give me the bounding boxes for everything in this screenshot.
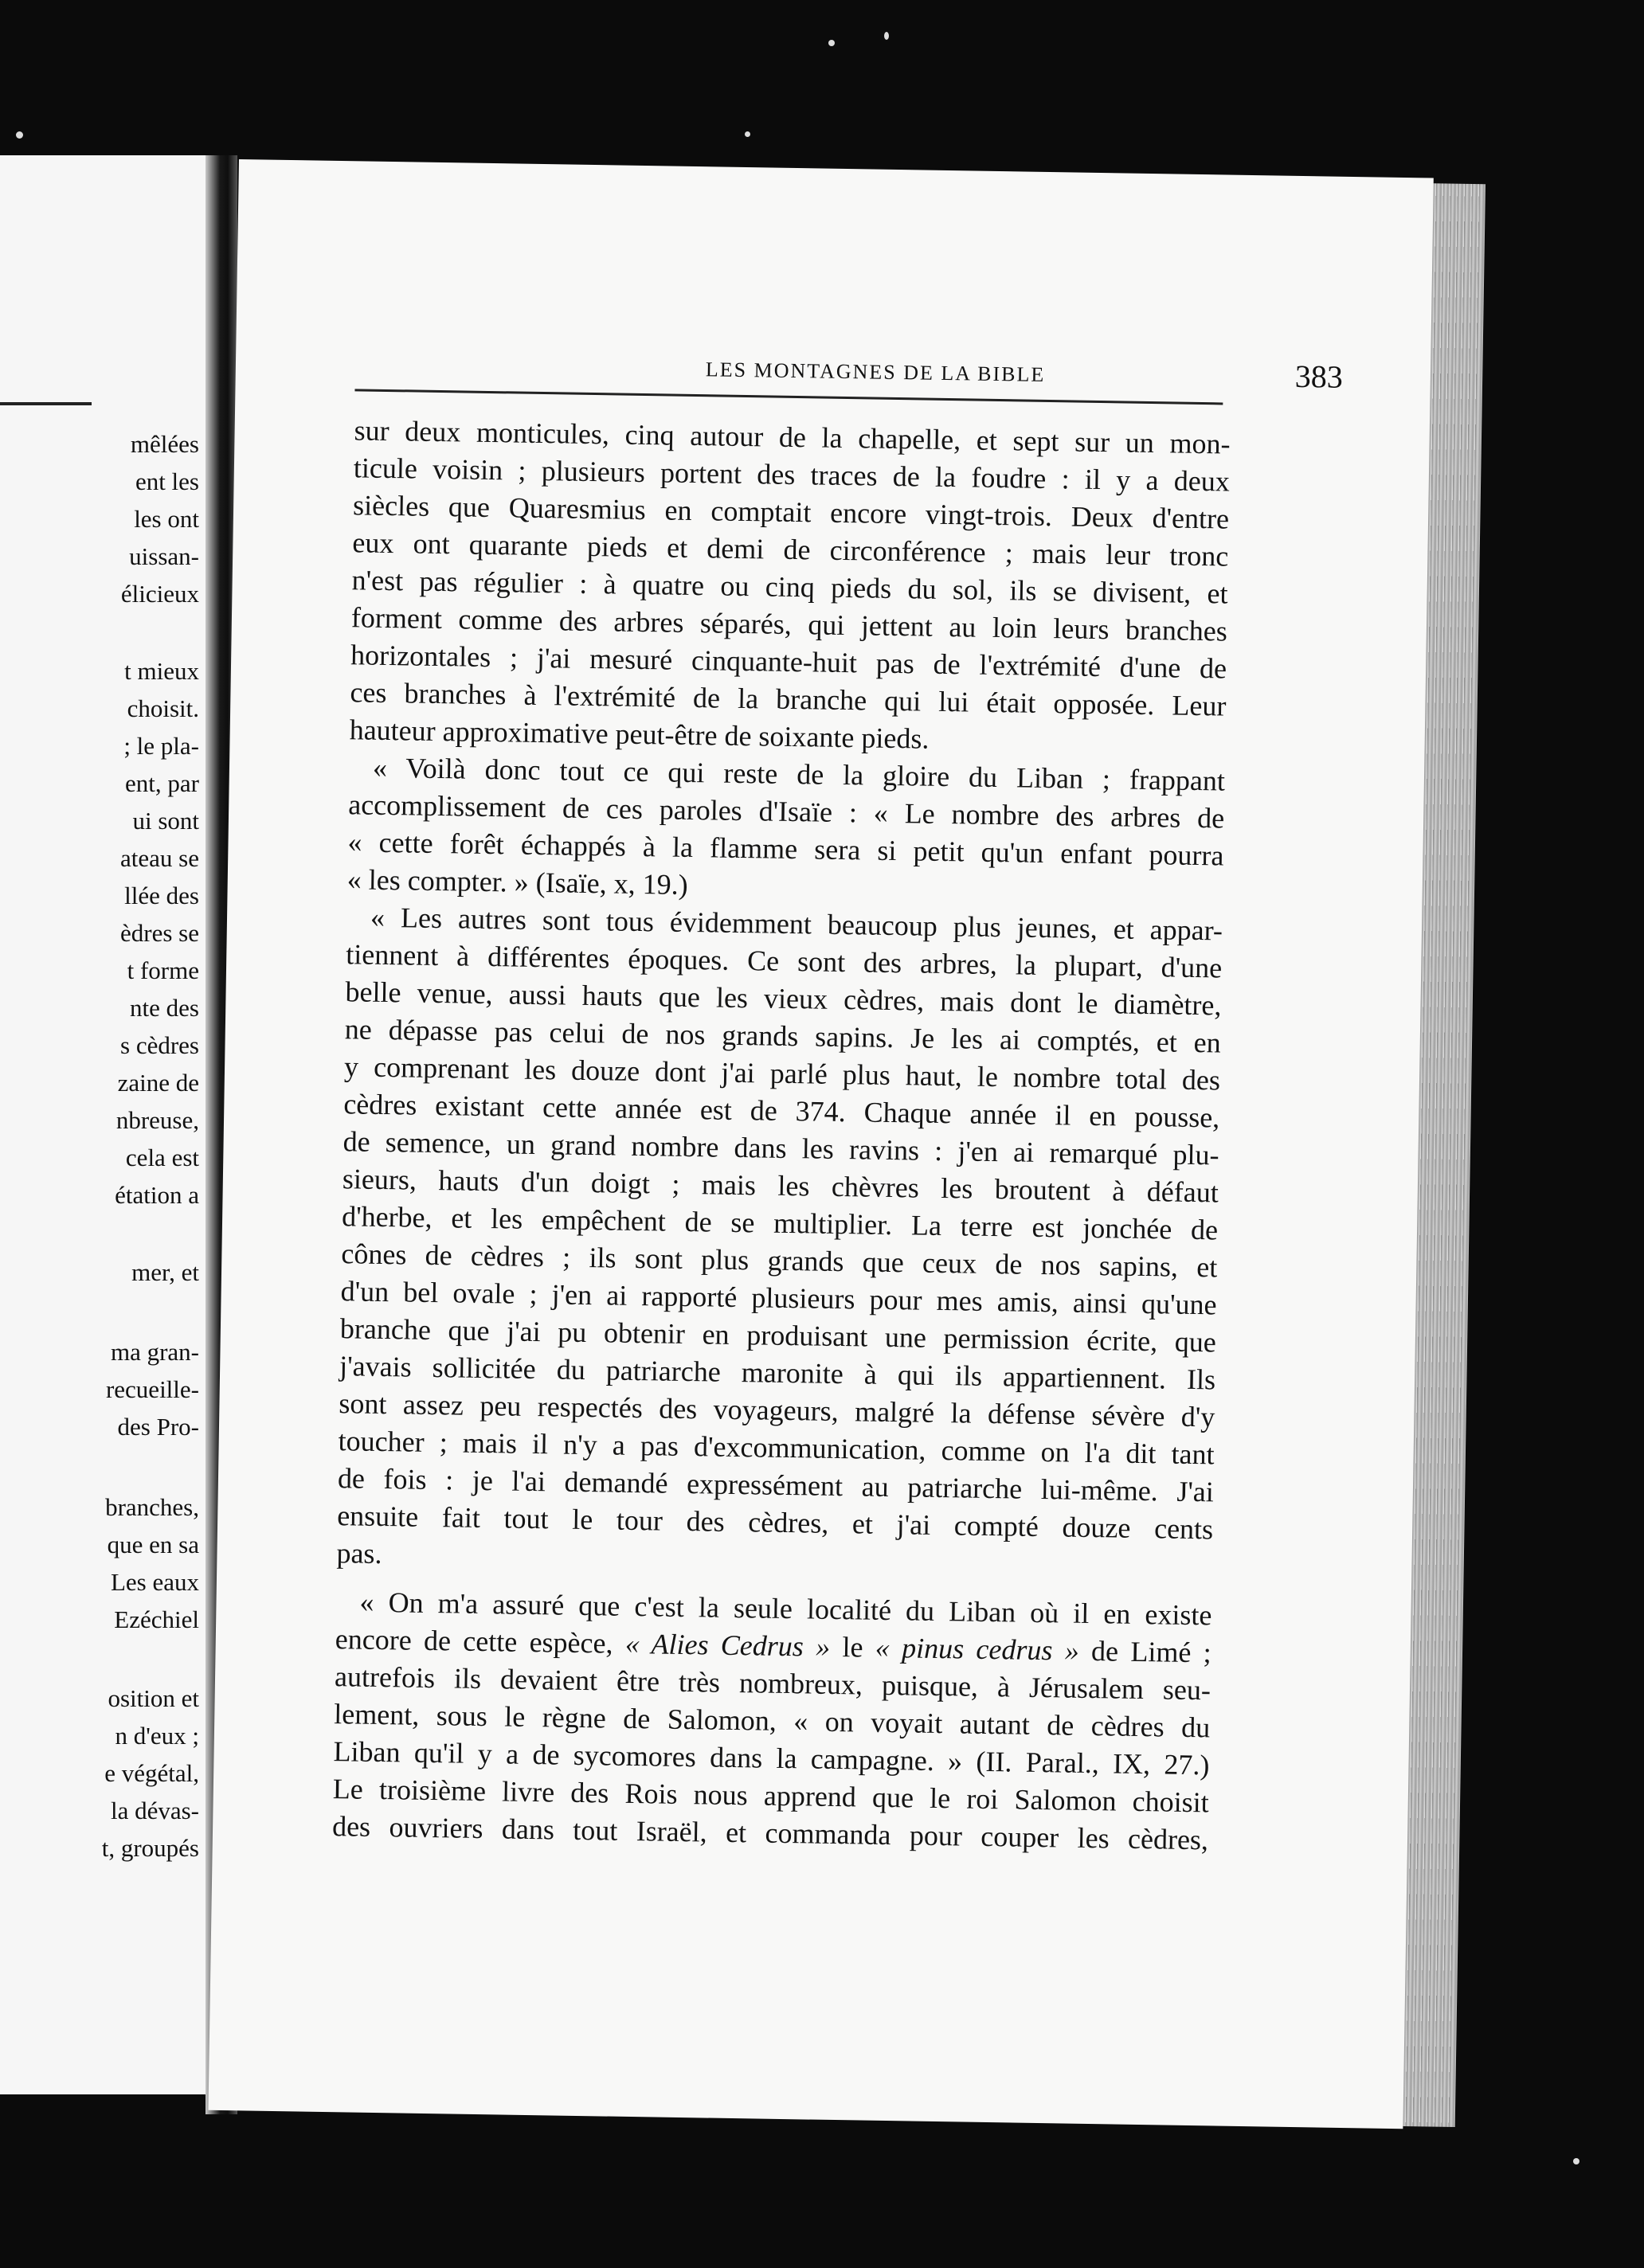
text-line: ces branches à l'extrémité de la branche qui lui était opposée. Leur xyxy=(350,676,1227,722)
text-line: ne dépasse pas celui de nos grands sapins. Je les ai comptés, et en xyxy=(344,1013,1222,1059)
text-line: d'herbe, et les empêchent de se multiplier. La terre est jonchée de xyxy=(341,1200,1219,1246)
text-line: sont assez peu respectés des voyageurs, malgré la défense sévère d'y xyxy=(339,1387,1215,1433)
previous-page-line: étation a xyxy=(115,1181,199,1209)
previous-page-line: Les eaux xyxy=(110,1568,199,1596)
page-number: 383 xyxy=(1294,358,1344,395)
previous-page-line: cela est xyxy=(125,1144,199,1171)
previous-page-line: llée des xyxy=(124,882,199,909)
previous-page-line: ui sont xyxy=(132,807,199,835)
previous-page-fragment xyxy=(0,155,223,2094)
previous-page-line: mêlées xyxy=(130,430,199,458)
previous-page-line: branches, xyxy=(105,1493,199,1521)
previous-page-line: n d'eux ; xyxy=(115,1722,199,1750)
previous-page-line: nbreuse, xyxy=(115,1106,199,1134)
text-line: j'avais sollicitée du patriarche maronite à qui ils appartiennent. Ils xyxy=(339,1350,1216,1396)
text-segment: le xyxy=(829,1630,876,1664)
previous-page-line: ma gran- xyxy=(110,1338,199,1366)
text-line: tiennent à différentes époques. Ce sont des arbres, la plupart, d'une xyxy=(346,938,1223,984)
previous-page-line: Ezéchiel xyxy=(114,1605,199,1633)
text-line: de fois : je l'ai demandé expressément au patriarche lui-même. J'ai xyxy=(337,1462,1215,1508)
previous-page-line: nte des xyxy=(130,994,199,1022)
text-line: sur deux monticules, cinq autour de la chapelle, et sept sur un mon- xyxy=(354,414,1231,460)
text-line: forment comme des arbres séparés, qui jettent au loin leurs branches xyxy=(350,601,1228,647)
previous-page-line: recueille- xyxy=(105,1375,199,1403)
text-line: « cette forêt échappés à la flamme sera si petit qu'un enfant pourra xyxy=(347,826,1224,872)
dust-speck xyxy=(828,40,835,46)
previous-page-line: choisit. xyxy=(127,694,199,722)
text-line: accomplissement de ces paroles d'Isaïe : « Le nombre des arbres de xyxy=(347,788,1225,835)
text-line: sieurs, hauts d'un doigt ; mais les chèvres les broutent à défaut xyxy=(342,1163,1219,1209)
text-line: cèdres existant cette année est de 374. Chaque année il en pousse, xyxy=(343,1088,1220,1134)
text-segment: encore de cette espèce, xyxy=(335,1623,626,1660)
running-title: LES MONTAGNES DE LA BIBLE xyxy=(705,358,1046,386)
text-line: toucher ; mais il n'y a pas d'excommunication, comme on l'a dit tant xyxy=(338,1425,1215,1471)
previous-page-rule xyxy=(0,402,92,405)
previous-page-line: la dévas- xyxy=(110,1797,199,1824)
previous-page-line: zaine de xyxy=(117,1069,199,1097)
header-rule xyxy=(354,389,1223,405)
previous-page-line: élicieux xyxy=(120,580,199,608)
previous-page-line: t mieux xyxy=(124,657,199,685)
previous-page-line: ateau se xyxy=(120,844,199,872)
text-segment: de Limé ; xyxy=(1078,1634,1212,1669)
previous-page-line: ; le pla- xyxy=(123,732,199,760)
text-line: y comprenant les douze dont j'ai parlé plus haut, le nombre total des xyxy=(343,1050,1221,1097)
previous-page-line: s cèdres xyxy=(120,1031,199,1059)
dust-speck xyxy=(884,32,889,40)
text-line: autrefois ils devaient être très nombreux, puisque, à Jérusalem seu- xyxy=(334,1660,1211,1707)
text-line: « les compter. » (Isaïe, x, 19.) xyxy=(346,863,688,901)
dust-speck xyxy=(745,131,750,137)
text-line: branche que j'ai pu obtenir en produisant une permission écrite, que xyxy=(339,1312,1217,1359)
page-header xyxy=(354,334,1343,413)
text-line: siècles que Quaresmius en comptait encore vingt-trois. Deux d'entre xyxy=(352,489,1230,535)
previous-page-line: des Pro- xyxy=(117,1413,199,1441)
previous-page-line: e végétal, xyxy=(104,1759,199,1787)
text-line: n'est pas régulier : à quatre ou cinq pieds du sol, ils se divisent, et xyxy=(351,564,1228,610)
previous-page-line: uissan- xyxy=(129,542,199,570)
text-line: pas. xyxy=(336,1537,382,1570)
dust-speck xyxy=(1573,2158,1579,2164)
text-line: eux ont quarante pieds et demi de circonférence ; mais leur tronc xyxy=(352,526,1229,573)
text-line: Le troisième livre des Rois nous apprend que le roi Salomon choisit xyxy=(332,1773,1210,1819)
previous-page-line: èdres se xyxy=(120,919,199,947)
text-line: des ouvriers dans tout Israël, et commanda pour couper les cèdres, xyxy=(331,1810,1209,1856)
previous-page-line: ent les xyxy=(135,467,199,495)
previous-page-line: mer, et xyxy=(131,1258,199,1286)
text-line: « On m'a assuré que c'est la seule localité du Liban où il en existe xyxy=(359,1586,1212,1632)
book-page xyxy=(209,159,1434,2129)
text-line: hauteur approximative peut-être de soixante pieds. xyxy=(349,714,930,755)
text-line: de semence, un grand nombre dans les ravins : j'en ai remarqué plu- xyxy=(342,1125,1219,1171)
text-line: belle venue, aussi hauts que les vieux cèdres, mais dont le diamètre, xyxy=(345,976,1222,1022)
italic-term: « pinus cedrus » xyxy=(875,1631,1080,1667)
dust-speck xyxy=(16,131,23,139)
previous-page-line: que en sa xyxy=(107,1531,199,1558)
text-line: lement, sous le règne de Salomon, « on voyait autant de cèdres du xyxy=(334,1698,1211,1744)
text-line: ticule voisin ; plusieurs portent des traces de la foudre : il y a deux xyxy=(353,452,1231,498)
previous-page-line: t, groupés xyxy=(101,1834,199,1862)
text-line: ensuite fait tout le tour des cèdres, et j'ai compté douze cents xyxy=(336,1500,1214,1546)
text-line: « Les autres sont tous évidemment beaucoup plus jeunes, et appar- xyxy=(370,901,1223,947)
previous-page-line: t forme xyxy=(127,956,199,984)
text-line: cônes de cèdres ; ils sont plus grands que ceux de nos sapins, et xyxy=(341,1238,1218,1284)
previous-page-line: osition et xyxy=(108,1684,199,1712)
previous-page-line: ent, par xyxy=(125,769,199,797)
text-line: horizontales ; j'ai mesuré cinquante-huit pas de l'extrémité d'une de xyxy=(350,639,1227,685)
body-text xyxy=(332,412,1231,1859)
italic-term: « Alies Cedrus » xyxy=(624,1627,831,1663)
text-line: d'un bel ovale ; j'en ai rapporté plusieurs pour mes amis, ainsi qu'une xyxy=(340,1275,1217,1321)
text-line: « Voilà donc tout ce qui reste de la gloire du Liban ; frappant xyxy=(372,751,1226,797)
previous-page-line: les ont xyxy=(134,505,199,533)
text-line: Liban qu'il y a de sycomores dans la campagne. » (II. Paral., IX, 27.) xyxy=(333,1735,1210,1781)
